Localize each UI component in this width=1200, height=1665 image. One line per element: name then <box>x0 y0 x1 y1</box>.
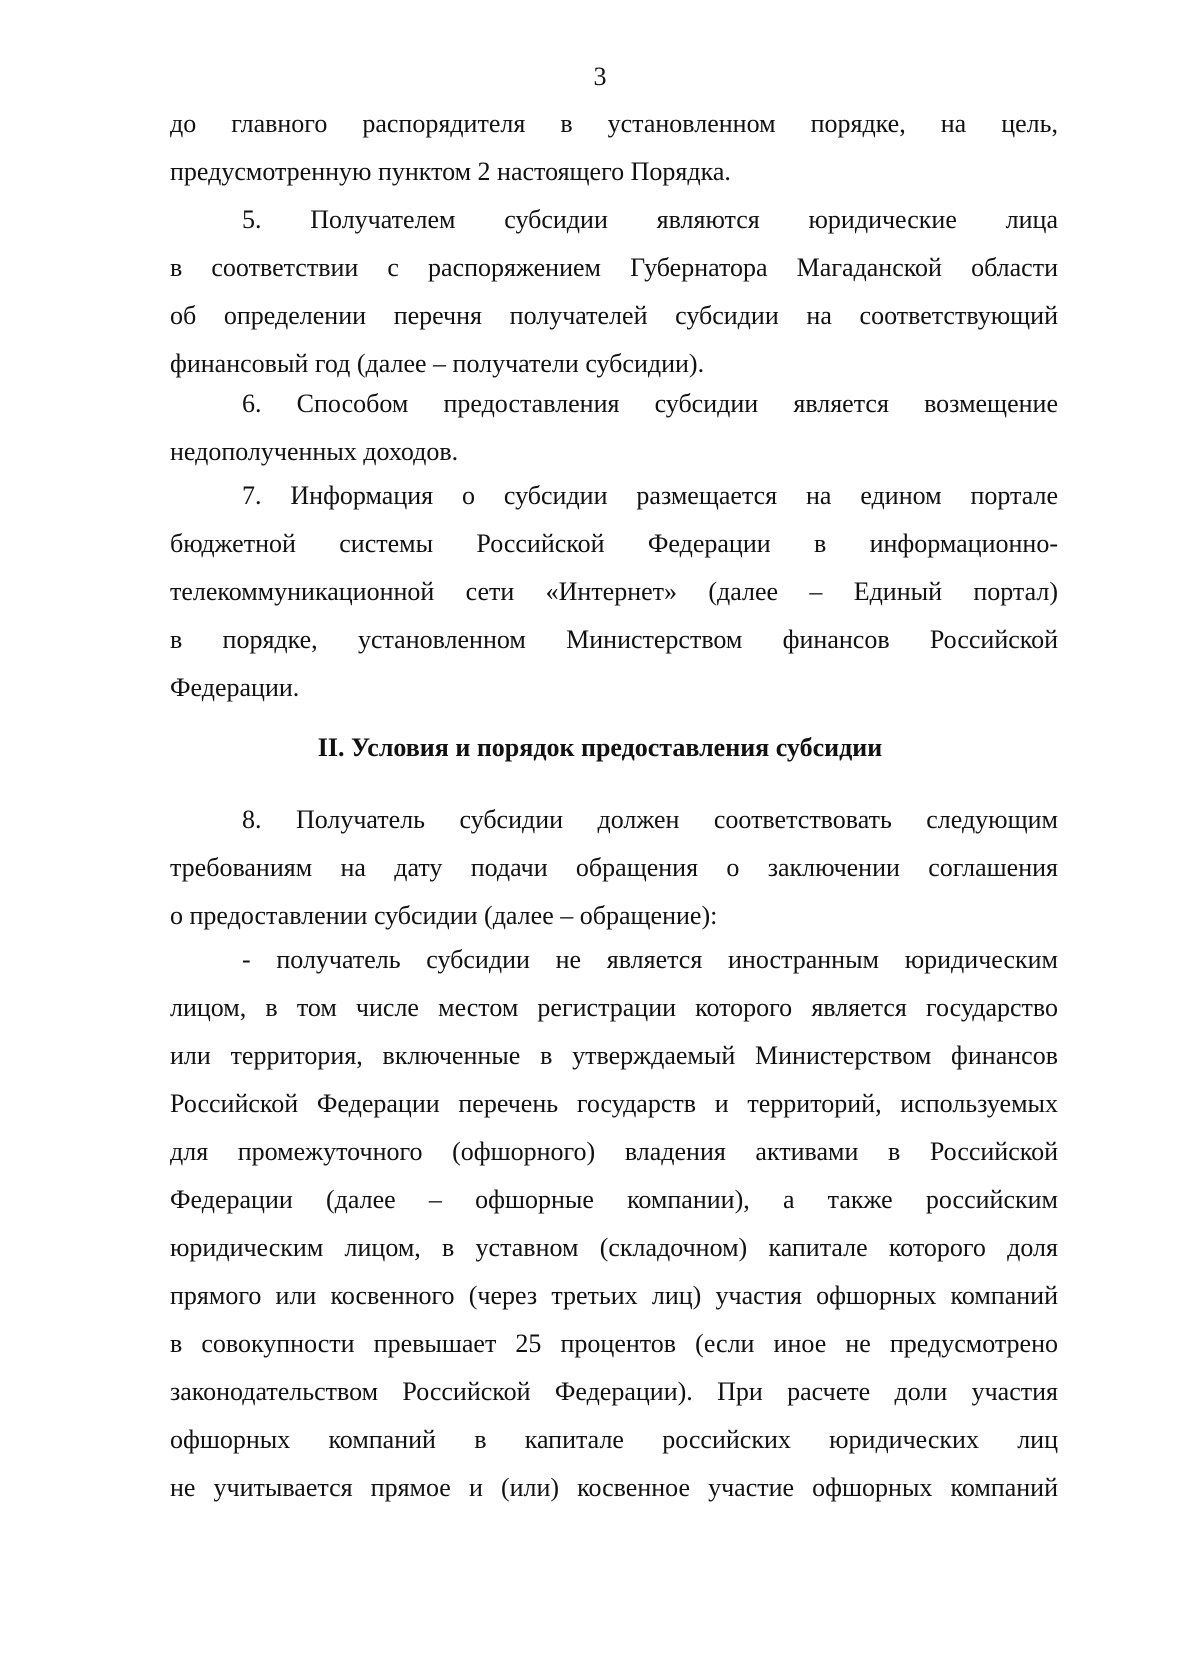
text-line: для промежуточного (офшорного) владения активами в Российской <box>170 1137 1058 1166</box>
paragraph-6 <box>170 380 1058 476</box>
text-line: до главного распорядителя в установленном порядке, на цель, <box>170 109 1058 138</box>
text-line: финансовый год (далее – получатели субсидии). <box>170 349 705 378</box>
text-line: Российской Федерации перечень государств и территорий, используемых <box>170 1089 1058 1118</box>
text-line: бюджетной системы Российской Федерации в информационно- <box>170 529 1058 558</box>
paragraph-8 <box>170 796 1058 940</box>
text-line: Федерации. <box>170 673 300 702</box>
text-line: Федерации (далее – офшорные компании), а также российским <box>170 1185 1058 1214</box>
paragraph-5 <box>170 196 1058 388</box>
text-line: в совокупности превышает 25 процентов (если иное не предусмотрено <box>170 1329 1058 1358</box>
text-line: об определении перечня получателей субсидии на соответствующий <box>170 301 1058 330</box>
text-line: 7. Информация о субсидии размещается на едином портале <box>242 481 1058 510</box>
text-line: - получатель субсидии не является иностранным юридическим <box>242 945 1058 974</box>
text-line: недополученных доходов. <box>170 437 459 466</box>
paragraph-intro <box>170 100 1058 196</box>
paragraph-7 <box>170 472 1058 712</box>
text-line: законодательством Российской Федерации). При расчете доли участия <box>170 1377 1058 1406</box>
text-line: прямого или косвенного (через третьих лиц) участия офшорных компаний <box>170 1281 1058 1310</box>
text-line: о предоставлении субсидии (далее – обращение): <box>170 901 718 930</box>
text-line: требованиям на дату подачи обращения о заключении соглашения <box>170 853 1058 882</box>
text-line: 8. Получатель субсидии должен соответствовать следующим <box>242 805 1058 834</box>
text-line: телекоммуникационной сети «Интернет» (далее – Единый портал) <box>170 577 1058 606</box>
text-line: лицом, в том числе местом регистрации которого является государство <box>170 993 1058 1022</box>
text-line: 5. Получателем субсидии являются юридические лица <box>242 205 1058 234</box>
text-line: 6. Способом предоставления субсидии является возмещение <box>242 389 1058 418</box>
text-line: не учитывается прямое и (или) косвенное участие офшорных компаний <box>170 1473 1058 1502</box>
paragraph-offshore <box>170 936 1058 1512</box>
text-line: юридическим лицом, в уставном (складочном) капитале которого доля <box>170 1233 1058 1262</box>
text-line: в порядке, установленном Министерством финансов Российской <box>170 625 1058 654</box>
section-heading: II. Условия и порядок предоставления субсидии <box>317 733 883 762</box>
text-line: в соответствии с распоряжением Губернатора Магаданской области <box>170 253 1058 282</box>
text-line: офшорных компаний в капитале российских юридических лиц <box>170 1425 1058 1454</box>
page-number: 3 <box>593 62 607 91</box>
text-line: или территория, включенные в утверждаемый Министерством финансов <box>170 1041 1058 1070</box>
text-line: предусмотренную пунктом 2 настоящего Порядка. <box>170 157 731 186</box>
